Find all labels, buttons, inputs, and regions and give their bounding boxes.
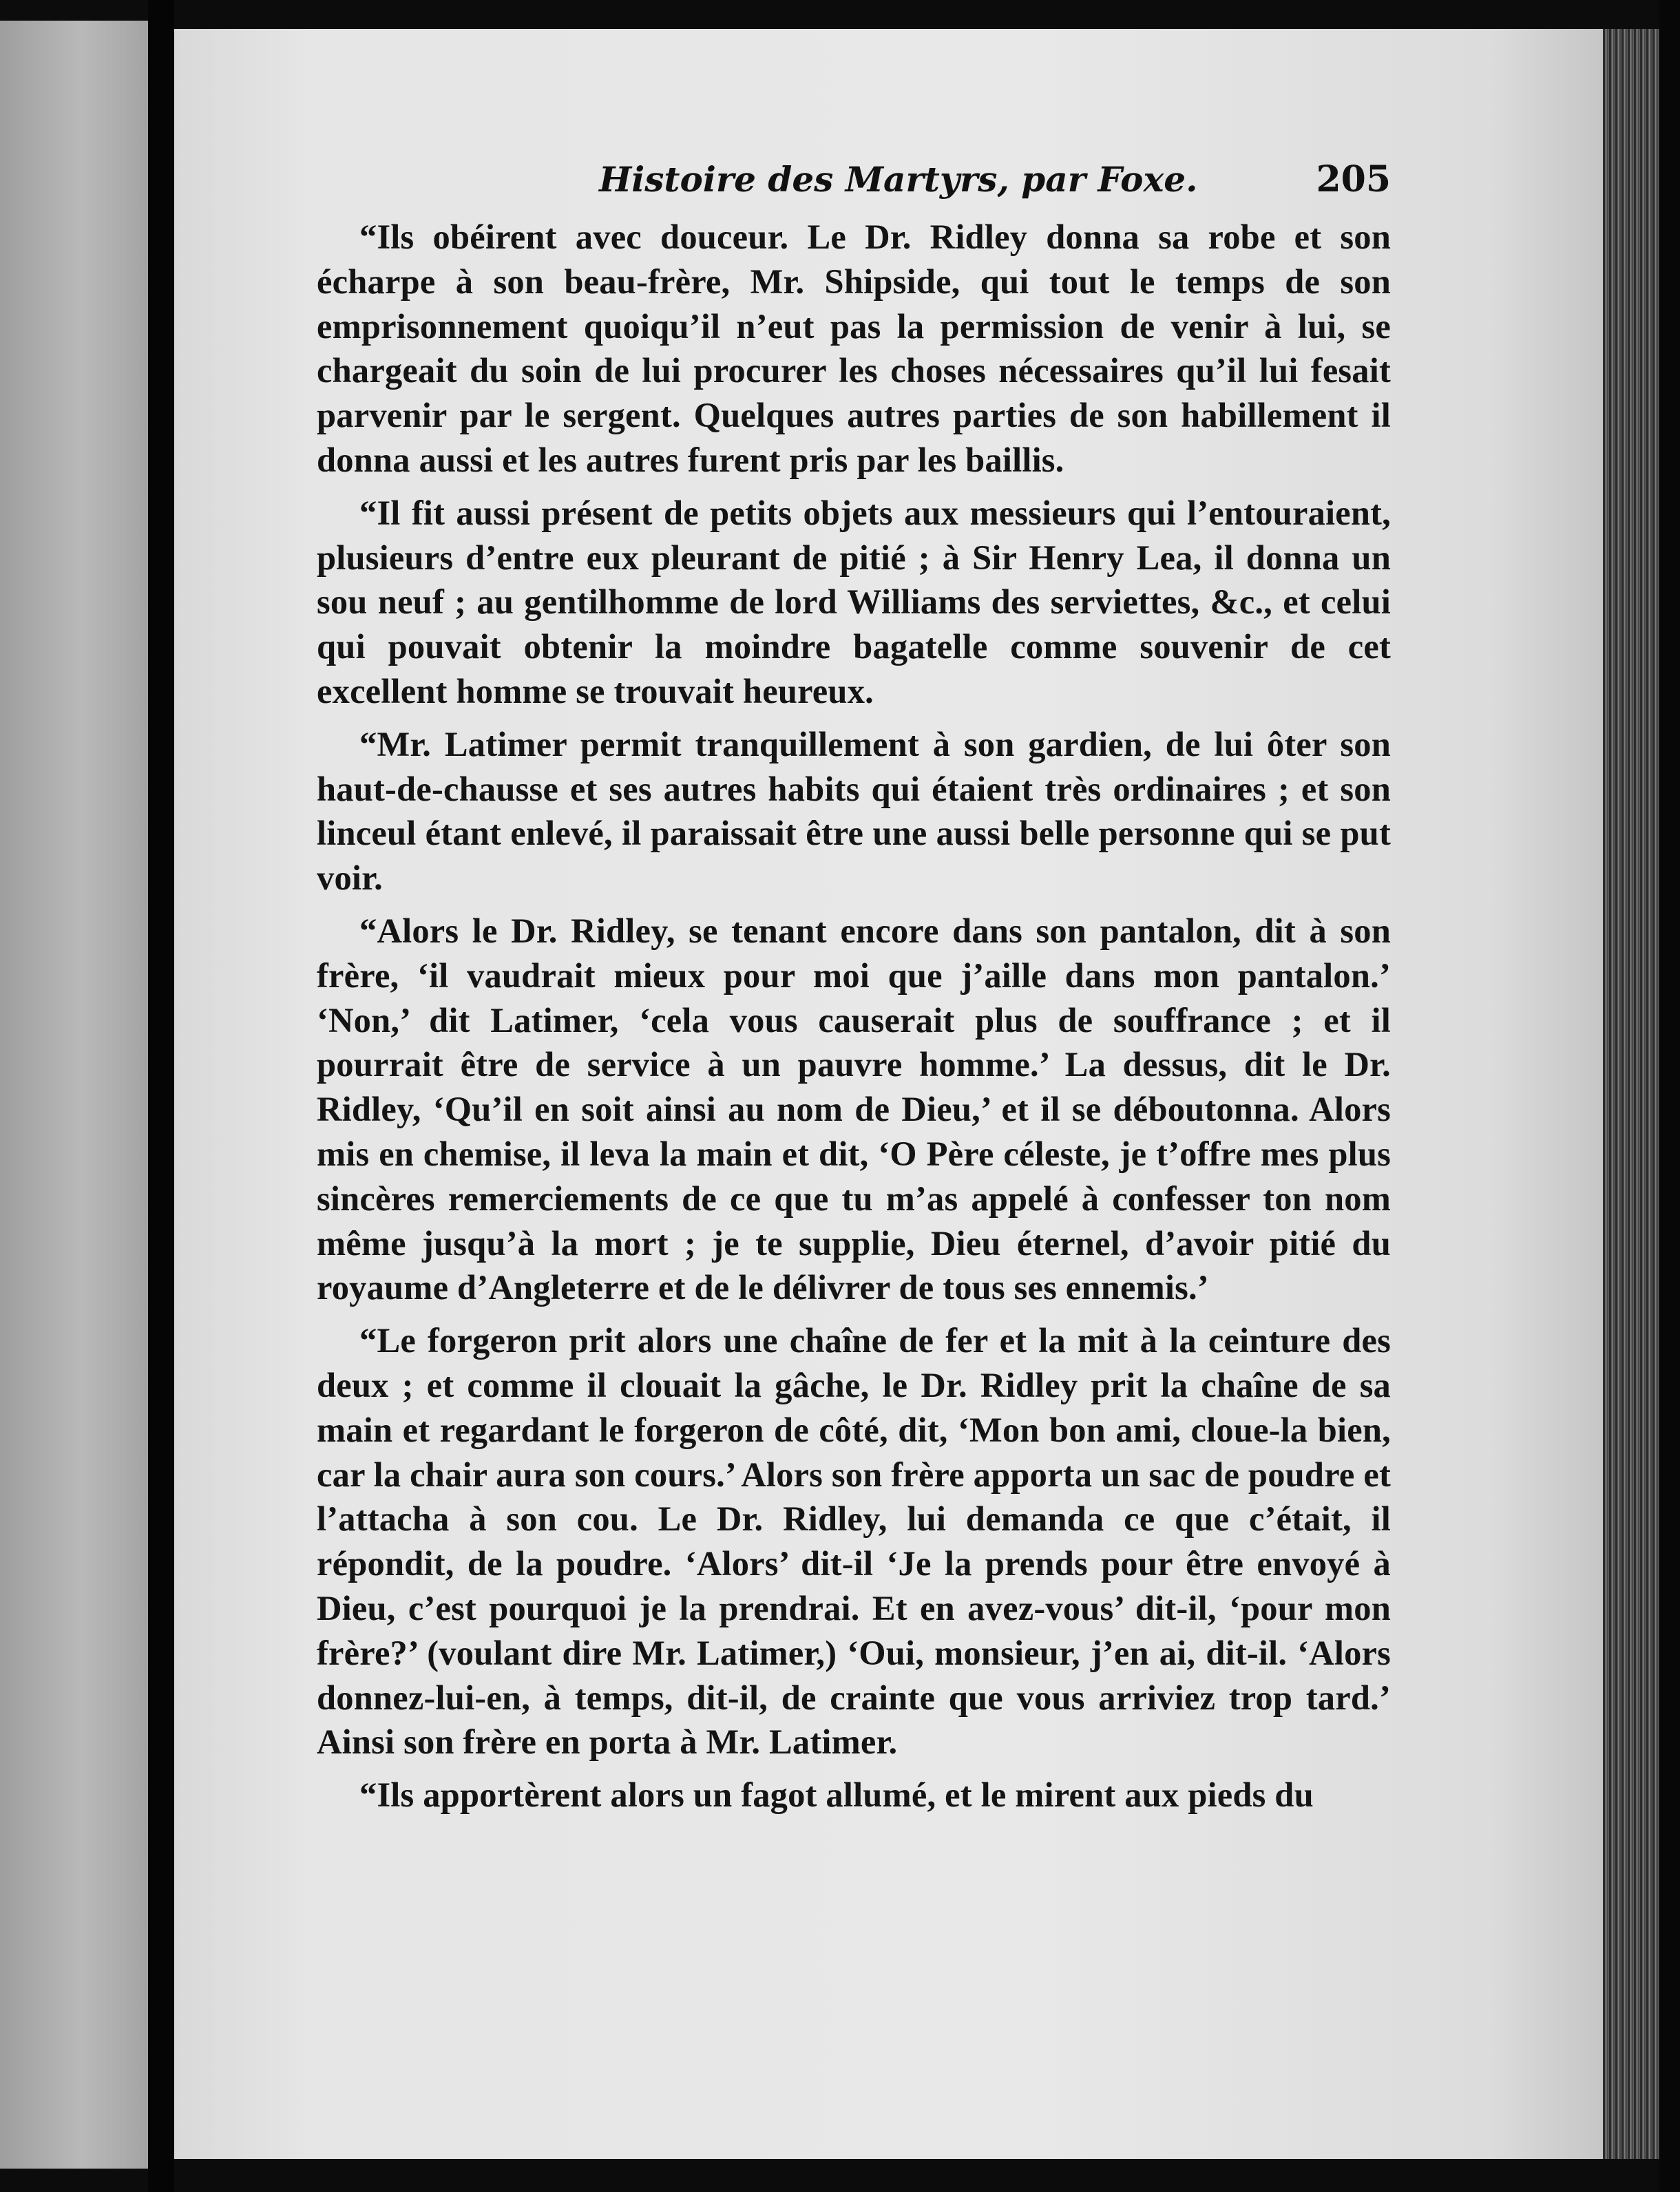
paragraph-6: “Ils apportèrent alors un fagot allumé, et le mirent aux pieds du — [359, 1775, 1314, 1815]
book-gutter — [148, 0, 174, 2192]
paragraph-4: “Alors le Dr. Ridley, se tenant encore dans son pantalon, dit à son frère, ‘il vaudrait mieux pour moi que j’aille dans mon pantalon.’ ‘Non,’ dit Latimer, ‘cela vous causerait plus de souffrance ; et il pourrait être de service à un pauvre homme.’ La dessus, dit le Dr. Ridley, ‘Qu’il en soit ainsi au nom de Dieu,’ et il se déboutonna. Alors mis en chemise, il leva la main et dit, ‘O Père céleste, je t’offre mes plus sincères remerciements de ce que tu m’as appelé à confesser ton nom même jusqu’à la mort ; je te supplie, Dieu éternel, d’avoir pitié du royaume d’Angleterre et de le délivrer de tous ses ennemis.’ — [317, 911, 1391, 1307]
paragraph-5: “Le forgeron prit alors une chaîne de fer et la mit à la ceinture des deux ; et comme il clouait la gâche, le Dr. Ridley prit la chaîne de sa main et regardant le forgeron de côté, dit, ‘Mon bon ami, cloue-la bien, car la chair aura son cours.’ Alors son frère apporta un sac de poudre et l’attacha à son cou. Le Dr. Ridley, lui demanda ce que c’était, il répondit, de la poudre. ‘Alors’ dit-il ‘Je la prends pour être envoyé à Dieu, c’est pourquoi je la prendrai. Et en avez-vous’ dit-il, ‘pour mon frère?’ (voulant dire Mr. Latimer,) ‘Oui, monsieur, j’en ai, dit-il. ‘Alors donnez-lui-en, à temps, dit-il, de crainte que vous arriviez trop tard.’ Ainsi son frère en porta à Mr. Latimer. — [317, 1321, 1391, 1762]
paragraph-2: “Il fit aussi présent de petits objets aux messieurs qui l’entouraient, plusieurs d’entre eux pleurant de pitié ; à Sir Henry Lea, il donna un sou neuf ; au gentilhomme de lord Williams des serviettes, &c., et celui qui pouvait obtenir la moindre bagatelle comme souvenir de cet excellent homme se trouvait heureux. — [317, 493, 1391, 710]
right-border — [1659, 0, 1680, 2192]
running-title: Histoire des Martyrs, par Foxe. — [599, 159, 1198, 200]
body-text — [317, 215, 1391, 1826]
paragraph-1: “Ils obéirent avec douceur. Le Dr. Ridley donna sa robe et son écharpe à son beau-frère, Mr. Shipside, qui tout le temps de son emprisonnement quoiqu’il n’eut pas la permission de venir à lui, se chargeait du soin de lui procurer les choses nécessaires qu’il lui fesait parvenir par le sergent. Quelques autres parties de son habillement il donna aussi et les autres furent pris par les baillis. — [317, 218, 1391, 479]
page-header — [317, 156, 1391, 211]
page-edges — [1603, 29, 1659, 2159]
left-page-edge — [0, 21, 148, 2169]
paragraph-3: “Mr. Latimer permit tranquillement à son gardien, de lui ôter son haut-de-chausse et ses autres habits qui étaient très ordinaires ; et son linceul étant enlevé, il paraissait être une aussi belle personne qui se put voir. — [317, 724, 1391, 898]
page-number: 205 — [1316, 158, 1391, 200]
